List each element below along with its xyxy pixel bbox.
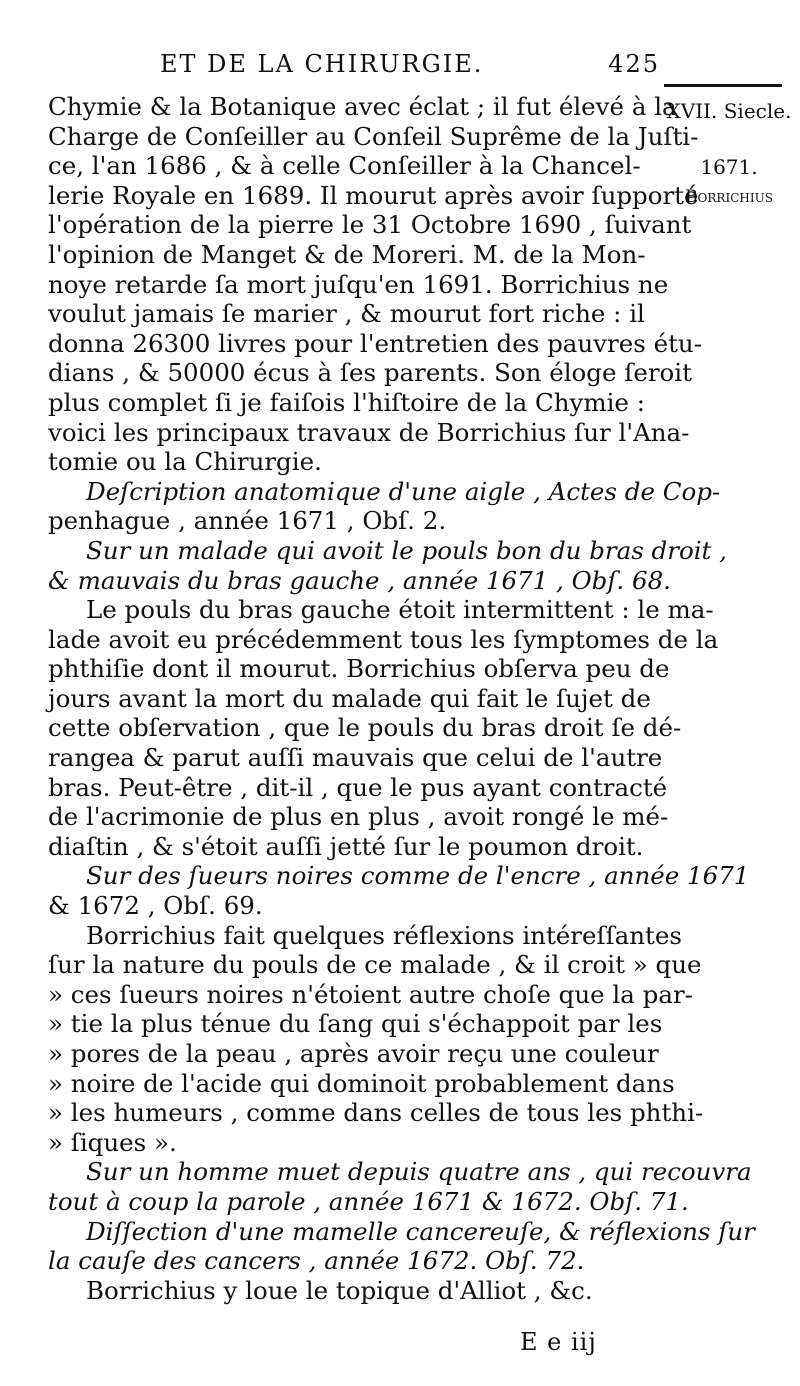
entry-title: Deſcription anatomique d'une aigle , Actes de Cop-: [86, 476, 721, 506]
entry-title: tout à coup la parole , année 1671 & 1672. Obſ. 71.: [48, 1186, 689, 1216]
entry-title: la cauſe des cancers , année 1672. Obſ. 72.: [48, 1246, 585, 1276]
quote-line: » tie la plus ténue du ſang qui s'échappoit par les: [48, 1009, 663, 1039]
quote-line: » ces ſueurs noires n'étoient autre choſe que la par-: [48, 979, 693, 1009]
text-line: penhague , année 1671 , Obſ. 2.: [48, 506, 447, 536]
text-line: Chymie & la Botanique avec éclat ; il fut élevé à la: [48, 92, 677, 121]
margin-name: Borrichius: [685, 187, 773, 207]
running-header: [160, 50, 660, 90]
text-line: voulut jamais ſe marier , & mourut fort riche : il: [48, 299, 645, 329]
text-line: bras. Peut-être , dit-il , que le pus ayant contracté: [48, 772, 668, 802]
quote-line: » pores de la peau , après avoir reçu une couleur: [48, 1039, 659, 1068]
text-line: cette obſervation , que le pouls du bras droit ſe dé-: [48, 713, 682, 743]
text-line: Le pouls du bras gauche étoit intermittent : le ma-: [86, 595, 714, 625]
text-line: rangea & parut auſſi mauvais que celui de l'autre: [48, 743, 663, 773]
text-line: de l'acrimonie de plus en plus , avoit rongé le mé-: [48, 802, 669, 832]
running-title: ET DE LA CHIRURGIE.: [160, 50, 484, 78]
text-line: voici les principaux travaux de Borrichius ſur l'Ana-: [48, 417, 690, 447]
quote-line: » les humeurs , comme dans celles de tous les phthi-: [48, 1098, 704, 1128]
text-line: dians , & 50000 écus à ſes parents. Son éloge ſeroit: [48, 358, 692, 388]
text-line: l'opération de la pierre le 31 Octobre 1690 , ſuivant: [48, 210, 692, 240]
text-line: l'opinion de Manget & de Moreri. M. de la Mon-: [48, 239, 646, 269]
page-number: 425: [608, 50, 660, 78]
text-line: phthiſie dont il mourut. Borrichius obſerva peu de: [48, 654, 670, 684]
text-line: ce, l'an 1686 , & à celle Conſeiller à la Chancel-: [48, 151, 641, 181]
text-line: & 1672 , Obſ. 69.: [48, 891, 263, 921]
text-line: Charge de Conſeiller au Conſeil Suprême de la Juſti-: [48, 121, 699, 151]
margin-century: XVII. Siecle.: [666, 99, 792, 123]
text-line: tomie ou la Chirurgie.: [48, 447, 322, 477]
text-line: jours avant la mort du malade qui fait le ſujet de: [48, 683, 651, 713]
text-line: ſur la nature du pouls de ce malade , & il croit » que: [48, 950, 702, 980]
margin-rule: [664, 84, 782, 87]
entry-title: Sur un malade qui avoit le pouls bon du bras droit ,: [86, 535, 727, 565]
text-line: lerie Royale en 1689. Il mourut après avoir ſupporté: [48, 180, 699, 210]
text-line: plus complet ſi je faiſois l'hiſtoire de la Chymie :: [48, 387, 645, 417]
entry-title: Sur des ſueurs noires comme de l'encre , année 1671: [86, 861, 750, 891]
text-line: diaſtin , & s'étoit auſſi jetté ſur le poumon droit.: [48, 831, 644, 861]
entry-title: Diſſection d'une mamelle cancereuſe, & réflexions ſur: [86, 1216, 755, 1246]
margin-year: 1671.: [700, 155, 758, 179]
text-line: lade avoit eu précédemment tous les ſymptomes de la: [48, 624, 719, 654]
text-line: Borrichius y loue le topique d'Alliot , &c.: [86, 1275, 593, 1305]
signature-mark: E e iij: [520, 1328, 597, 1356]
quote-line: » ſiques ».: [48, 1127, 177, 1157]
entry-title: & mauvais du bras gauche , année 1671 , Obſ. 68.: [48, 565, 671, 595]
text-line: noye retarde ſa mort juſqu'en 1691. Borrichius ne: [48, 269, 669, 299]
quote-line: » noire de l'acide qui dominoit probablement dans: [48, 1068, 675, 1098]
text-line: donna 26300 livres pour l'entretien des pauvres étu-: [48, 328, 702, 358]
text-line: Borrichius fait quelques réflexions intéreſſantes: [86, 920, 682, 950]
entry-title: Sur un homme muet depuis quatre ans , qui recouvra: [86, 1157, 752, 1187]
